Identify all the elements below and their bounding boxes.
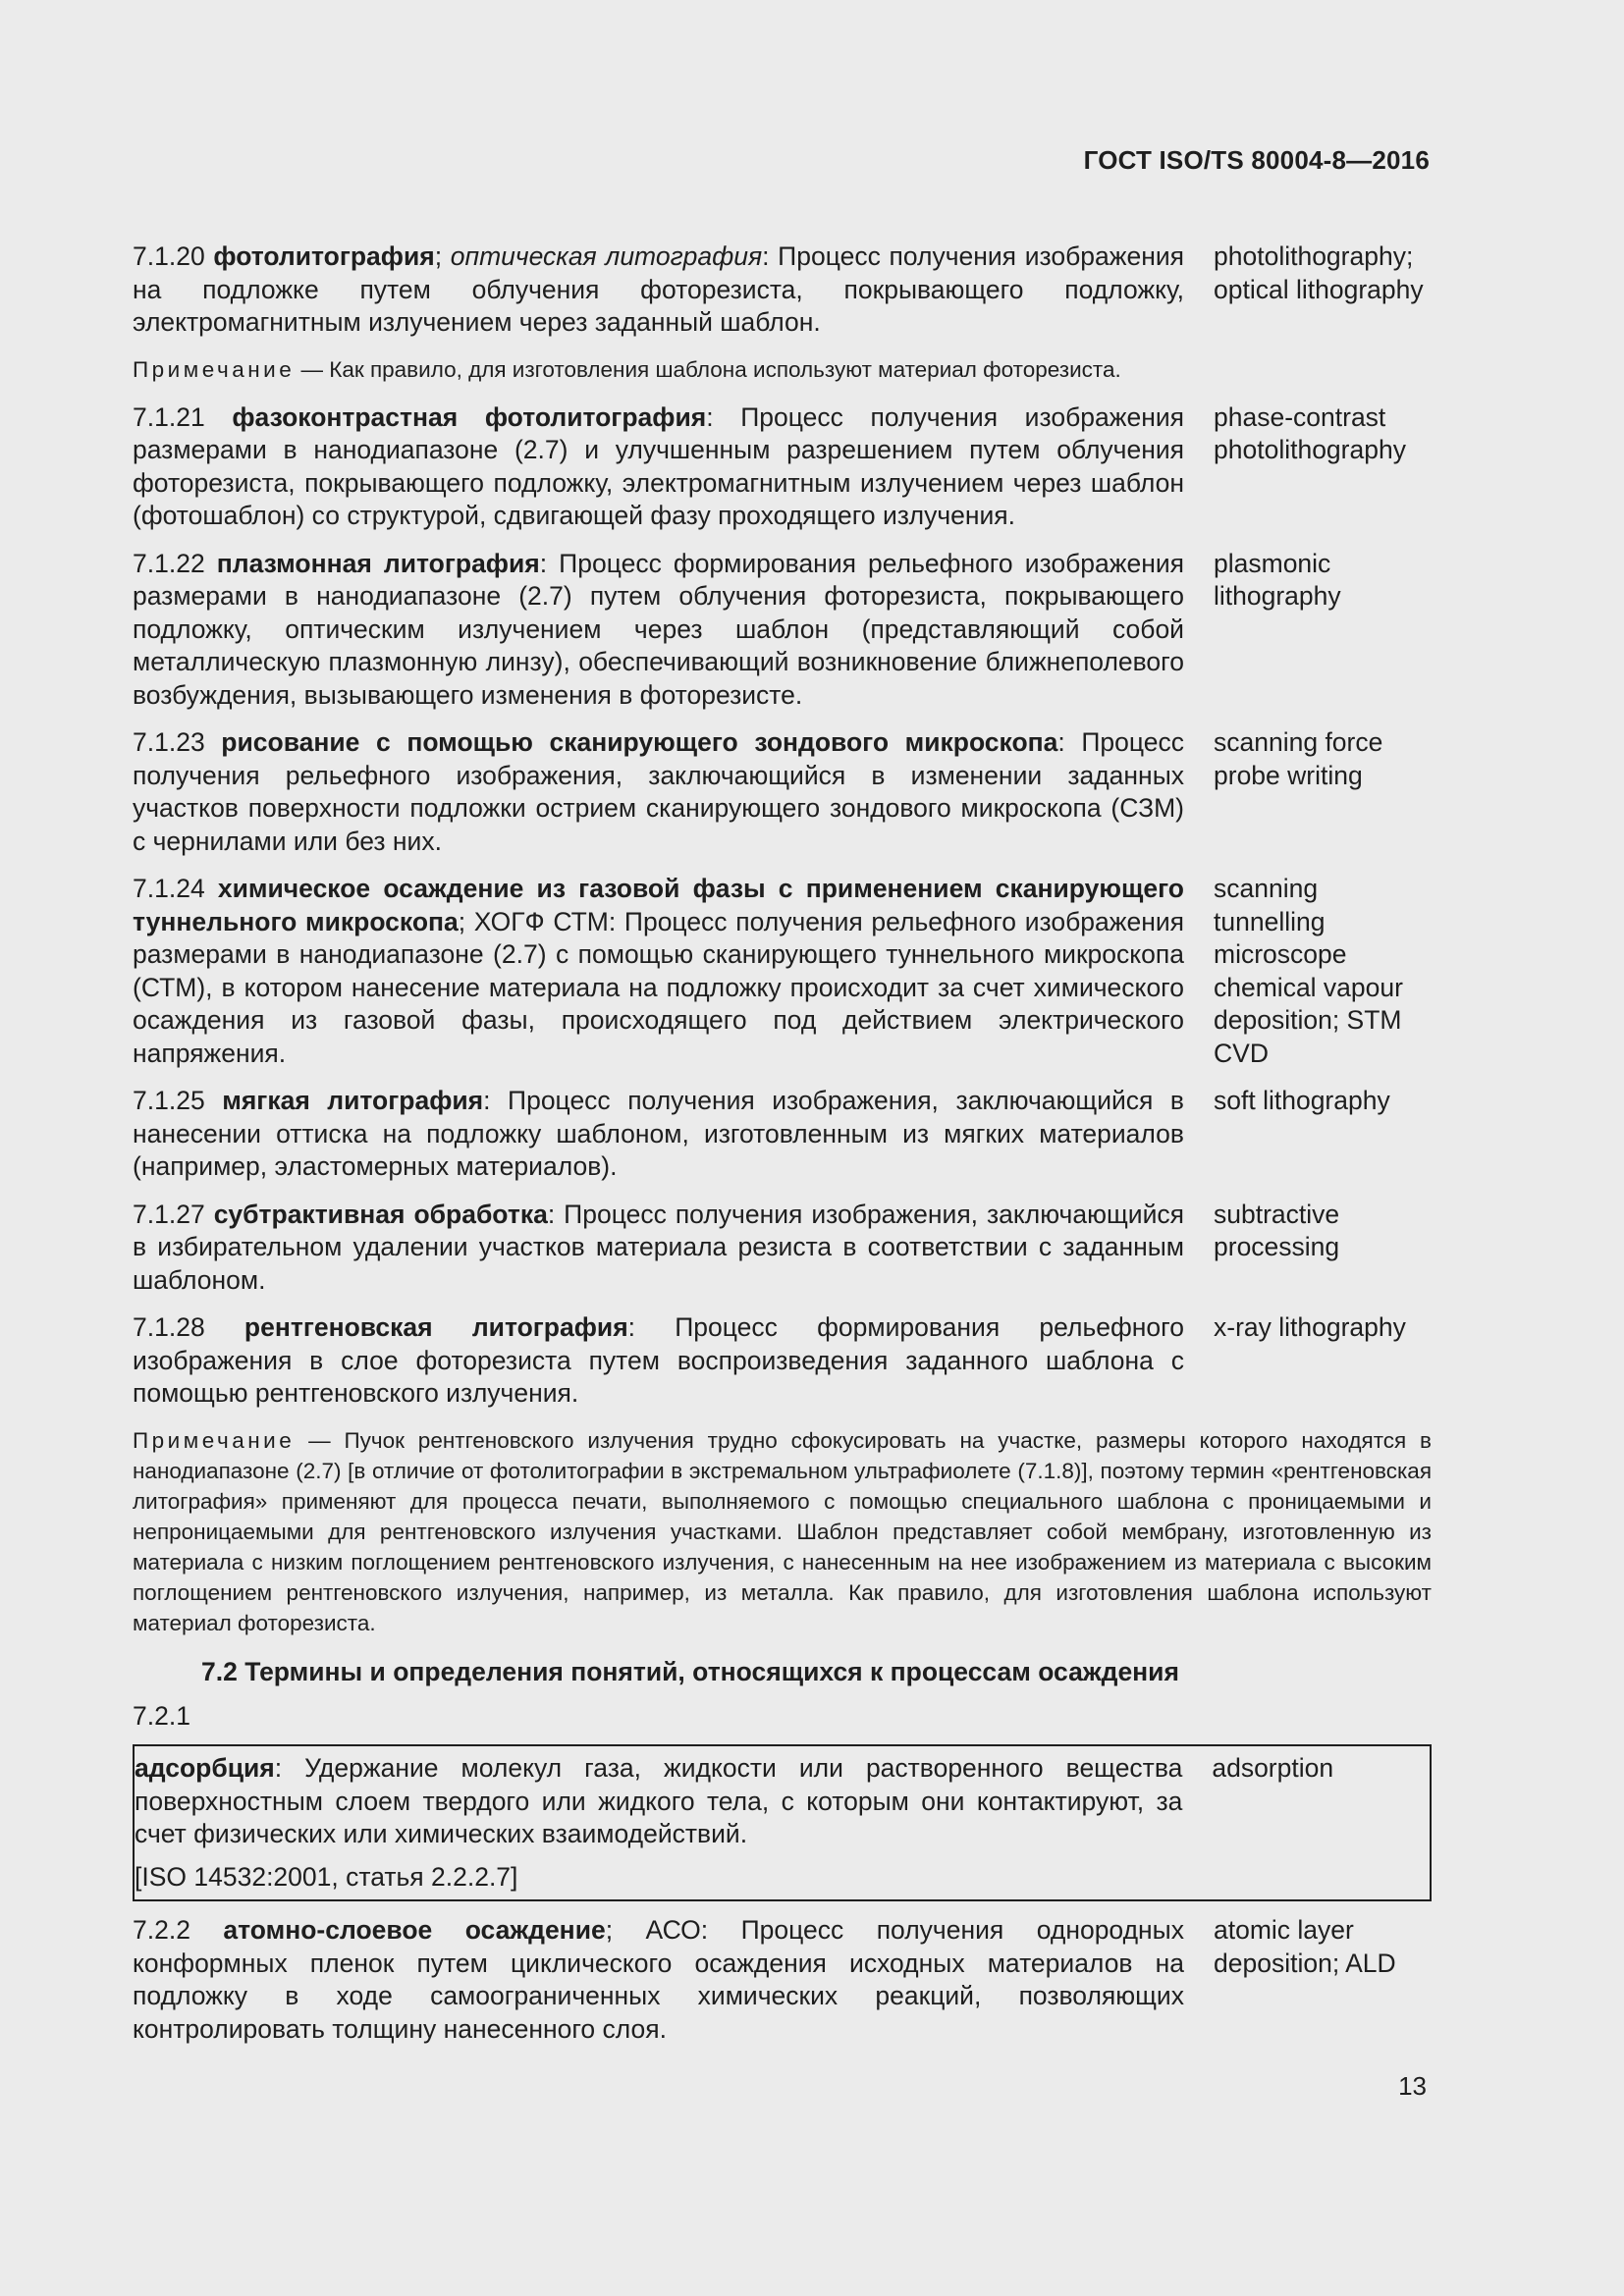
term-separator: ; <box>434 241 451 271</box>
note-text: Пучок рентгеновского излучения трудно сфокусировать на участке, размеры которого находятся в нанодиапазоне (2.7) [в отличие от фотолитографии в экстремальном ультрафиолете (7.1.8)], поэтому термин «рентгеновская литография» применяют для процесса печати, выполняемого с помощью специального шаблона с проницаемыми и непроницаемыми для рентгеновского излучения участками. Шаблон представляет собой мембрану, изготовленную из материала с низким поглощением рентгеновского излучения, с нанесенным на нее изображением из материала с высоким поглощением рентгеновского излучения, например, из металла. Как правило, для изготовления шаблона используют материал фоторезиста. <box>133 1427 1432 1635</box>
term-definition <box>135 1752 1182 1851</box>
term-english: x-ray lithography <box>1214 1312 1406 1342</box>
document-header: ГОСТ ISO/TS 80004-8—2016 <box>1083 145 1430 175</box>
term-definition-text: : Процесс получения рельефного изображения, заключающийся в изменении заданных участков поверхности подложки острием сканирующего зондового микроскопа (СЗМ) с чернилами или без них. <box>133 727 1185 856</box>
term-english: scanning tunnelling microscope chemical vapour deposition; STM CVD <box>1214 874 1403 1068</box>
term-definition-text: : Процесс получения изображения размерами в нанодиапазоне (2.7) и улучшенным разрешением путем облучения фоторезиста, покрывающего подложку, электромагнитным излучением через шаблон (фотошаблон) со структурой, сдвигающей фазу проходящего излучения. <box>133 401 1184 530</box>
note-text: Как правило, для изготовления шаблона используют материал фоторезиста. <box>329 356 1121 382</box>
term-name: химическое осаждение из газовой фазы с применением сканирующего туннельного микроскопа <box>133 874 1184 936</box>
term-number: 7.1.28 <box>133 1312 205 1342</box>
term-entry <box>133 873 1432 1070</box>
term-english: soft lithography <box>1214 1086 1390 1115</box>
term-definition-text: : Процесс получения изображения на подложке путем облучения фоторезиста, покрывающего подложку, электромагнитным излучением через заданный шаблон. <box>133 241 1184 337</box>
term-alt-name: оптическая литография <box>450 241 763 271</box>
term-definition-text: : Процесс формирования рельефного изображения размерами в нанодиапазоне (2.7) путем облучения фоторезиста, покрывающего подложку, оптическим излучением через шаблон (представляющий собой металлическую плазмонную линзу), обеспечивающий возникновение ближнеполевого возбуждения, вызывающего изменения в фоторезисте. <box>133 548 1184 710</box>
term-number: 7.1.21 <box>133 401 205 432</box>
term-number: 7.2.1 <box>133 1700 190 1731</box>
term-name: мягкая литография <box>222 1086 484 1115</box>
term-number: 7.1.20 <box>133 241 205 271</box>
term-number: 7.1.25 <box>133 1086 205 1115</box>
term-english: phase-contrast photolithography <box>1214 401 1406 464</box>
note-dash: — <box>295 1427 345 1453</box>
term-definition <box>133 240 1184 340</box>
term-number: 7.1.24 <box>133 874 205 903</box>
term-entry <box>133 726 1432 858</box>
term-english: scanning force probe writing <box>1214 727 1383 790</box>
term-entry <box>133 240 1432 340</box>
page-number: 13 <box>1398 2071 1427 2101</box>
term-name: субтрактивная обработка <box>213 1199 548 1229</box>
term-definition-text: : Процесс получения изображения, заключающийся в нанесении оттиска на подложку шаблоном, изготовленным из мягких материалов (например, эластомерных материалов). <box>133 1086 1184 1181</box>
term-english: atomic layer deposition; ALD <box>1214 1915 1396 1978</box>
term-number: 7.1.23 <box>133 727 205 757</box>
term-name: фотолитография <box>213 241 435 271</box>
term-definition <box>133 401 1184 533</box>
term-english: photolithography; optical lithography <box>1214 241 1424 304</box>
boxed-definition <box>133 1744 1432 1901</box>
note-label: Примечание <box>133 356 296 382</box>
term-entry <box>133 1085 1432 1184</box>
term-definition-text: ; ХОГФ СТМ: Процесс получения рельефного изображения размерами в нанодиапазоне (2.7) с помощью сканирующего туннельного микроскопа (СТМ), в котором нанесение материала на подложку происходит за счет химического осаждения из газовой фазы, происходящего под действием электрического напряжения. <box>133 906 1185 1068</box>
term-name: атомно-слоевое осаждение <box>223 1915 606 1945</box>
term-definition-text: : Процесс формирования рельефного изображения в слое фоторезиста путем воспроизведения заданного шаблона с помощью рентгеновского излучения. <box>133 1312 1184 1408</box>
term-number: 7.1.22 <box>133 548 205 578</box>
note <box>133 1425 1432 1638</box>
term-name: адсорбция <box>135 1753 275 1783</box>
term-name: фазоконтрастная фотолитография <box>232 401 707 432</box>
term-definition-text: : Удержание молекул газа, жидкости или растворенного вещества поверхностным слоем твердого или жидкого тела, с которым они контактируют, за счет физических или химических взаимодействий. <box>135 1753 1183 1848</box>
term-name: рентгеновская литография <box>244 1312 628 1342</box>
term-definition <box>133 1199 1184 1298</box>
term-number: 7.1.27 <box>133 1199 205 1229</box>
term-entry <box>135 1752 1430 1851</box>
term-entry <box>133 1914 1432 2046</box>
term-entry <box>133 548 1432 713</box>
term-entry <box>133 1311 1432 1411</box>
term-entry <box>133 1199 1432 1298</box>
term-entry <box>133 401 1432 533</box>
term-english: adsorption <box>1212 1753 1334 1783</box>
note-dash: — <box>295 356 330 382</box>
term-english: subtractive processing <box>1214 1199 1340 1261</box>
note-label: Примечание <box>133 1427 296 1453</box>
term-name: плазмонная литография <box>216 548 540 578</box>
term-definition <box>133 726 1184 858</box>
document-body <box>133 240 1432 2060</box>
note <box>133 354 1432 385</box>
section-title: 7.2 Термины и определения понятий, относящихся к процессам осаждения <box>201 1656 1179 1686</box>
term-name: рисование с помощью сканирующего зондового микроскопа <box>221 727 1058 757</box>
term-definition <box>133 1311 1184 1411</box>
term-definition-text: : Процесс получения изображения, заключающийся в избирательном удалении участков материала резиста в соответствии с заданным шаблоном. <box>133 1199 1184 1295</box>
term-definition <box>133 873 1184 1070</box>
term-definition-text: ; АСО: Процесс получения однородных конформных пленок путем циклического осаждения исходных материалов на подложку в ходе самоограниченных химических реакций, позволяющих контролировать толщину нанесенного слоя. <box>133 1915 1184 2044</box>
term-definition <box>133 548 1184 713</box>
term-definition <box>133 1085 1184 1184</box>
term-source: [ISO 14532:2001, статья 2.2.2.7] <box>135 1861 518 1892</box>
term-number: 7.2.2 <box>133 1915 190 1945</box>
term-definition <box>133 1914 1184 2046</box>
term-english: plasmonic lithography <box>1214 548 1341 611</box>
